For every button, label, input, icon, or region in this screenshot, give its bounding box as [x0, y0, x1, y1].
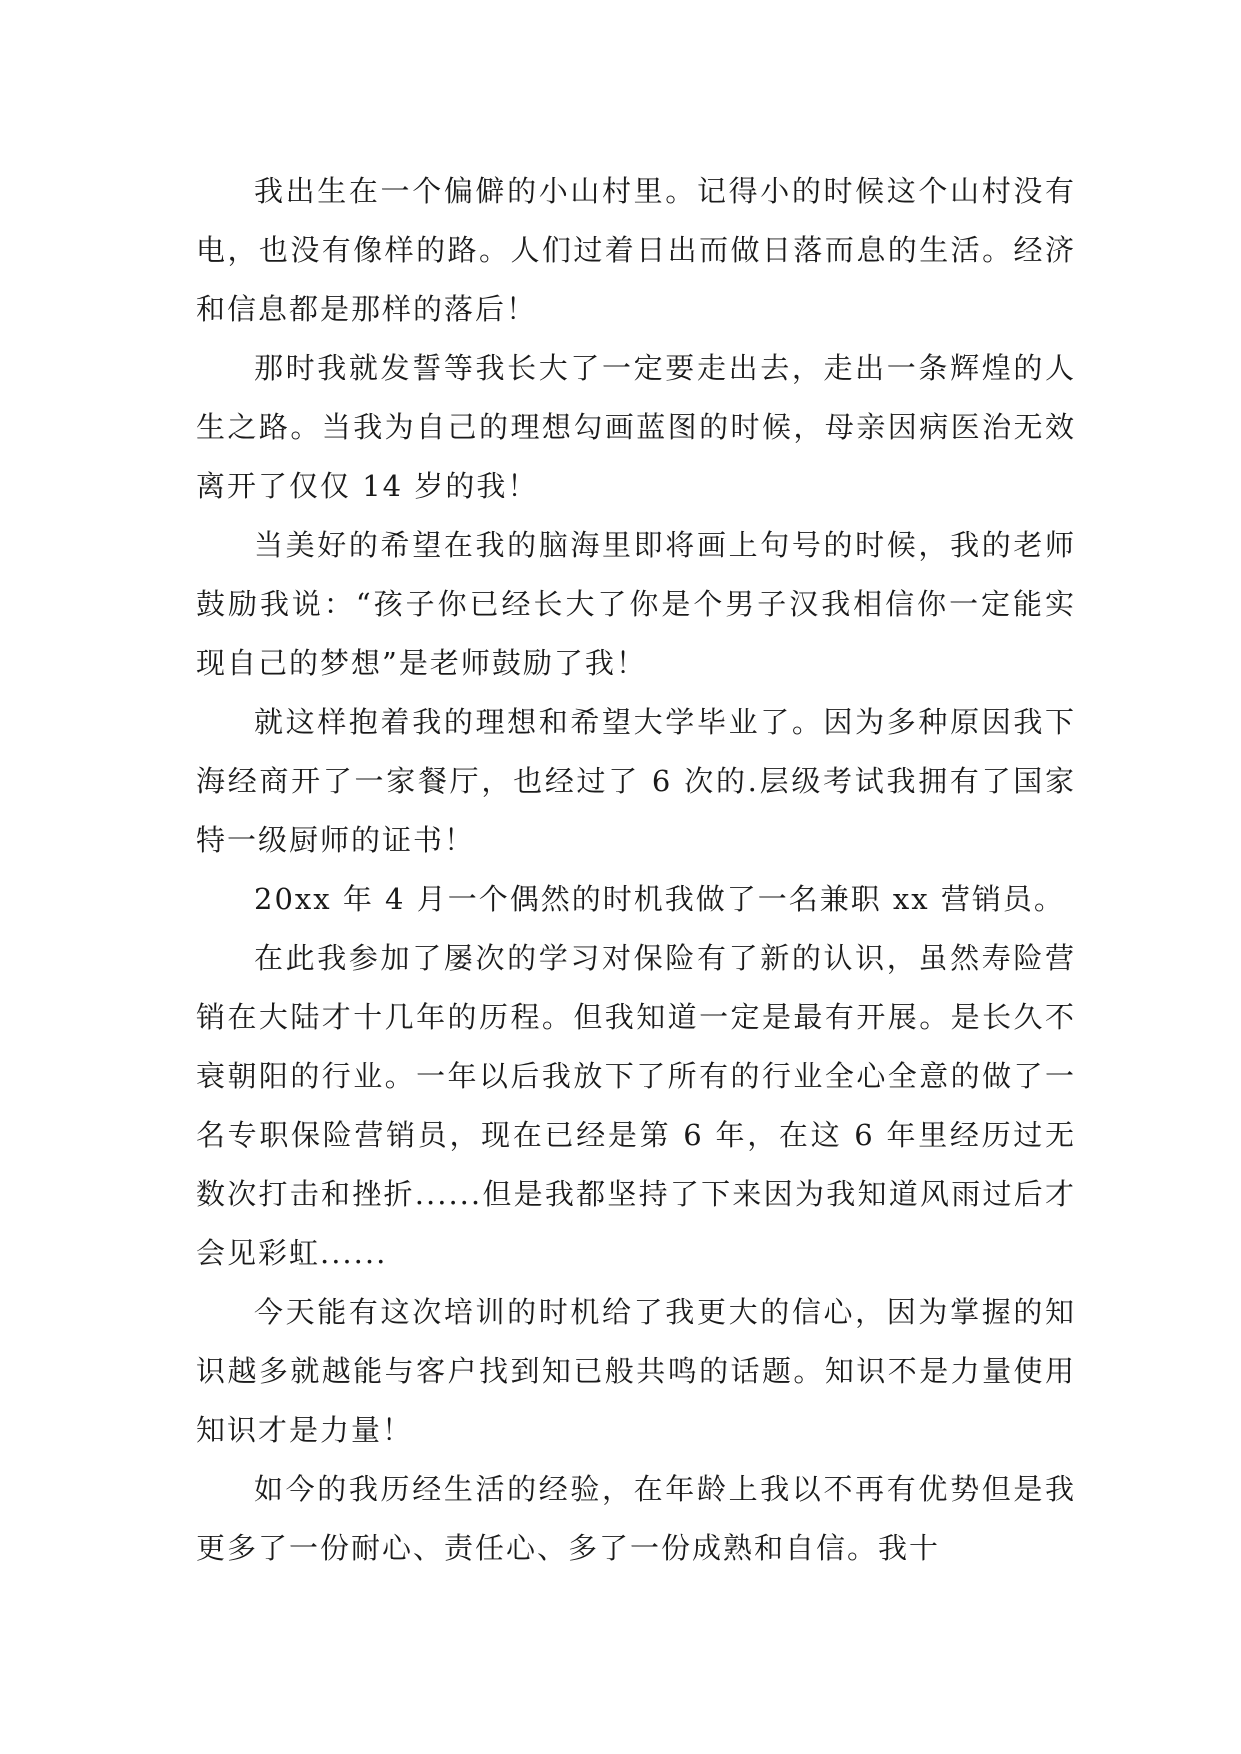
paragraph-7: 今天能有这次培训的时机给了我更大的信心，因为掌握的知识越多就越能与客户找到知已般共鸣的话题。知识不是力量使用知识才是力量！: [196, 1295, 1076, 1447]
document-body: [196, 162, 1076, 1578]
paragraph-2: 那时我就发誓等我长大了一定要走出去，走出一条辉煌的人生之路。当我为自己的理想勾画蓝图的时候，母亲因病医治无效离开了仅仅 14 岁的我！: [196, 351, 1076, 503]
paragraph-4: 就这样抱着我的理想和希望大学毕业了。因为多种原因我下海经商开了一家餐厅，也经过了 6 次的.层级考试我拥有了国家特一级厨师的证书！: [196, 705, 1076, 857]
paragraph-8: 如今的我历经生活的经验，在年龄上我以不再有优势但是我更多了一份耐心、责任心、多了一份成熟和自信。我十: [196, 1472, 1076, 1565]
paragraph-3: 当美好的希望在我的脑海里即将画上句号的时候，我的老师鼓励我说：“孩子你已经长大了你是个男子汉我相信你一定能实现自己的梦想”是老师鼓励了我！: [196, 528, 1076, 680]
paragraph-5: 20xx 年 4 月一个偶然的时机我做了一名兼职 xx 营销员。: [254, 882, 1065, 916]
paragraph-1: 我出生在一个偏僻的小山村里。记得小的时候这个山村没有电，也没有像样的路。人们过着日出而做日落而息的生活。经济和信息都是那样的落后！: [196, 174, 1076, 326]
paragraph-6: 在此我参加了屡次的学习对保险有了新的认识，虽然寿险营销在大陆才十几年的历程。但我知道一定是最有开展。是长久不衰朝阳的行业。一年以后我放下了所有的行业全心全意的做了一名专职保险营销员，现在已经是第 6 年，在这 6 年里经历过无数次打击和挫折......但是我都坚持了下来因为我知道风雨过后才会见彩虹......: [196, 941, 1076, 1270]
